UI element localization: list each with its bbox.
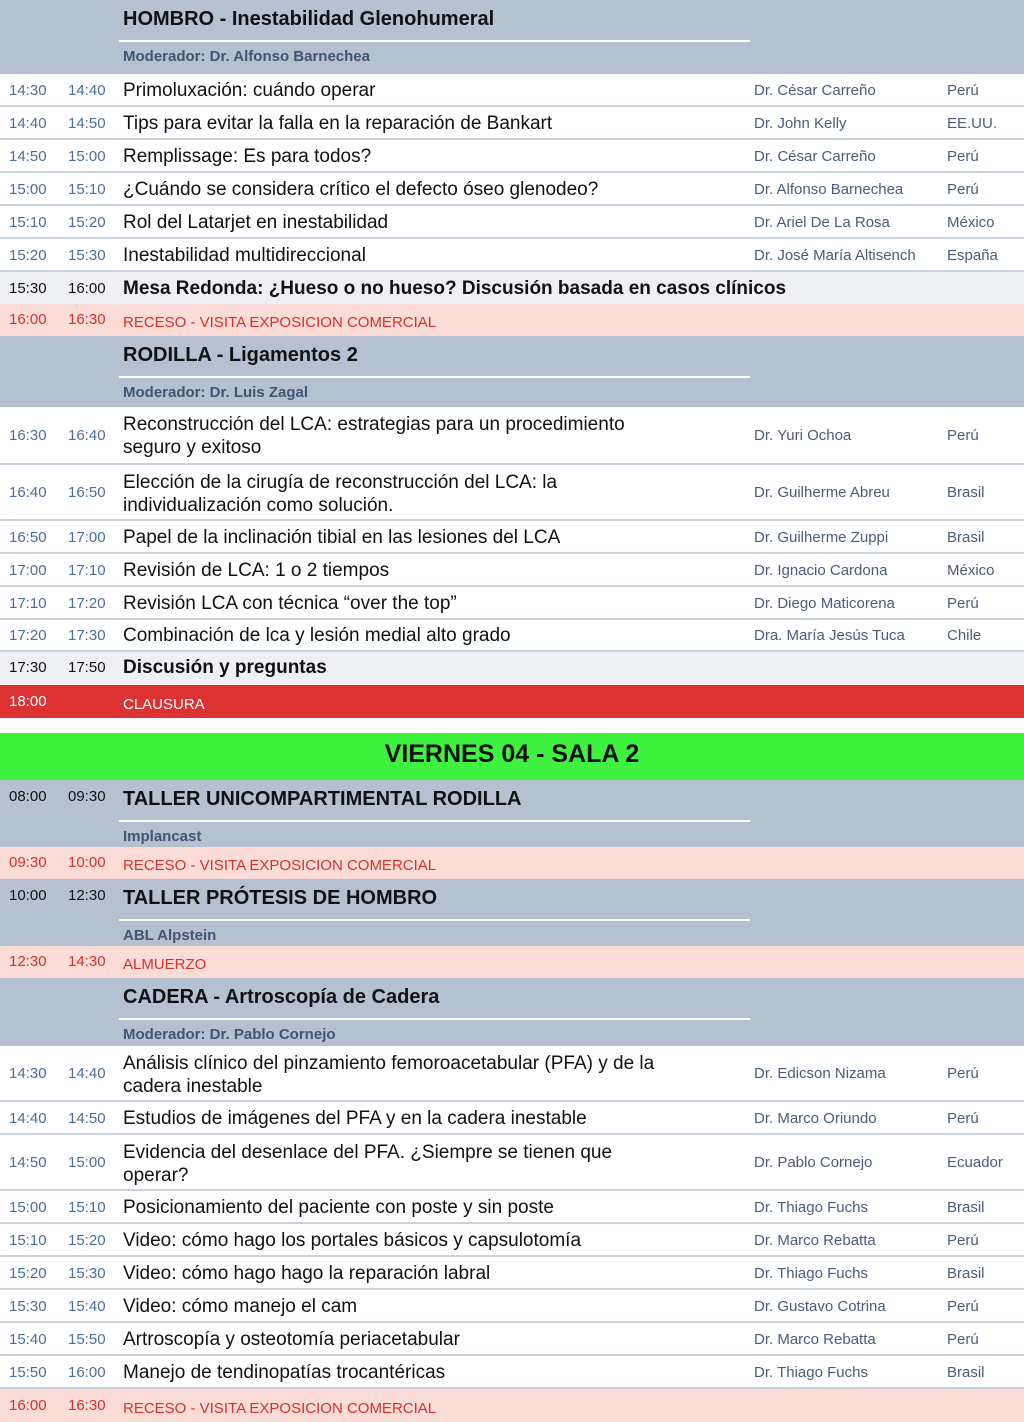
start-time: 17:20 (9, 627, 47, 644)
start-time: 16:40 (9, 484, 47, 501)
session-title: Análisis clínico del pinzamiento femoroacetabular (PFA) y de la cadera inestable (123, 1053, 655, 1097)
discussion-row (0, 652, 1024, 684)
end-time: 17:30 (68, 627, 106, 644)
start-time: 15:50 (9, 1363, 47, 1381)
end-time: 15:30 (68, 1264, 106, 1282)
talk-row (0, 521, 1024, 554)
discussion-row (0, 272, 1024, 305)
speaker-name: Dra. María Jesús Tuca (754, 627, 905, 644)
start-time: 15:20 (9, 1264, 47, 1282)
talk-row (0, 74, 1024, 107)
session-title: Evidencia del desenlace del PFA. ¿Siempre se tienen que operar? (123, 1142, 613, 1186)
start-time: 10:00 (9, 887, 47, 904)
start-time: 16:00 (9, 311, 47, 328)
start-time: 17:10 (9, 594, 47, 612)
end-time: 15:20 (68, 1231, 106, 1249)
section-header (0, 780, 1024, 847)
session-title: Manejo de tendinopatías trocantéricas (123, 1361, 446, 1383)
start-time: 17:30 (9, 659, 47, 676)
session-title: RECESO - VISITA EXPOSICION COMERCIAL (123, 857, 437, 874)
speaker-country: Brasil (947, 1198, 985, 1216)
section-title: TALLER UNICOMPARTIMENTAL RODILLA (123, 788, 522, 810)
session-title: Revisión de LCA: 1 o 2 tiempos (123, 559, 390, 581)
day-title: VIERNES 04 - SALA 2 (384, 740, 640, 768)
speaker-name: Dr. Pablo Cornejo (754, 1154, 873, 1171)
speaker-country: Brasil (947, 1264, 985, 1282)
section-title: RODILLA - Ligamentos 2 (123, 344, 358, 366)
end-time: 14:30 (68, 953, 106, 970)
end-time: 15:00 (68, 1154, 106, 1171)
start-time: 14:50 (9, 1154, 47, 1171)
end-time: 17:10 (68, 561, 106, 579)
speaker-country: Perú (947, 1231, 979, 1249)
speaker-name: Dr. Alfonso Barnechea (754, 180, 904, 198)
start-time: 15:10 (9, 1231, 47, 1249)
session-title: Artroscopía y osteotomía periacetabular (123, 1328, 460, 1350)
session-title: Posicionamiento del paciente con poste y sin poste (123, 1196, 554, 1218)
speaker-country: Chile (947, 627, 982, 644)
end-time: 16:40 (68, 427, 106, 444)
section-title: HOMBRO - Inestabilidad Glenohumeral (123, 8, 495, 30)
end-time: 17:20 (68, 594, 106, 612)
start-time: 14:30 (9, 81, 47, 99)
start-time: 15:40 (9, 1330, 47, 1348)
session-title: Combinación de lca y lesión medial alto grado (123, 625, 511, 646)
speaker-country: Perú (947, 1297, 979, 1315)
session-title: Estudios de imágenes del PFA y en la cadera inestable (123, 1107, 587, 1129)
section-header (0, 0, 1024, 74)
section-divider (119, 1018, 750, 1020)
section-divider (119, 820, 750, 822)
talk-row (0, 1323, 1024, 1356)
section-title: CADERA - Artroscopía de Cadera (123, 986, 440, 1008)
session-title: Video: cómo hago hago la reparación labral (123, 1262, 491, 1284)
break-row (0, 946, 1024, 978)
end-time: 15:50 (68, 1330, 106, 1348)
speaker-name: Dr. Gustavo Cotrina (754, 1297, 886, 1315)
day-header (0, 733, 1024, 780)
speaker-name: Dr. José María Altisench (754, 246, 916, 264)
start-time: 14:30 (9, 1065, 47, 1082)
talk-row (0, 206, 1024, 239)
end-time: 14:40 (68, 1065, 106, 1082)
start-time: 16:30 (9, 427, 47, 444)
end-time: 15:30 (68, 246, 106, 264)
speaker-country: México (947, 561, 995, 579)
session-title: ¿Cuándo se considera crítico el defecto óseo glenodeo? (123, 178, 599, 200)
start-time: 15:30 (9, 1297, 47, 1315)
start-time: 09:30 (9, 854, 47, 871)
start-time: 16:00 (9, 1396, 47, 1414)
end-time: 16:50 (68, 484, 106, 501)
session-title: Tips para evitar la falla en la reparación de Bankart (123, 112, 553, 134)
start-time: 15:10 (9, 213, 47, 231)
start-time: 14:40 (9, 114, 47, 132)
session-title: RECESO - VISITA EXPOSICION COMERCIAL (123, 314, 437, 331)
speaker-name: Dr. Ariel De La Rosa (754, 213, 890, 231)
speaker-country: Perú (947, 1109, 979, 1127)
session-title: ALMUERZO (123, 956, 207, 973)
session-title: Mesa Redonda: ¿Hueso o no hueso? Discusión basada en casos clínicos (123, 277, 787, 299)
speaker-country: Brasil (947, 484, 985, 501)
talk-row (0, 1191, 1024, 1224)
speaker-country: Perú (947, 594, 979, 612)
start-time: 15:00 (9, 1198, 47, 1216)
speaker-name: Dr. Thiago Fuchs (754, 1264, 868, 1282)
session-title: Primoluxación: cuándo operar (123, 79, 376, 101)
session-title: Discusión y preguntas (123, 657, 327, 678)
session-title: Remplissage: Es para todos? (123, 145, 372, 167)
speaker-name: Dr. Yuri Ochoa (754, 427, 852, 444)
start-time: 18:00 (9, 692, 47, 710)
talk-row (0, 1135, 1024, 1191)
session-title: RECESO - VISITA EXPOSICION COMERCIAL (123, 1399, 437, 1417)
talk-row (0, 1356, 1024, 1389)
section-moderator: Implancast (123, 828, 202, 845)
speaker-country: Perú (947, 180, 979, 198)
speaker-country: España (947, 246, 998, 264)
talk-row (0, 407, 1024, 465)
start-time: 14:40 (9, 1109, 47, 1127)
talk-row (0, 587, 1024, 620)
break-row (0, 1389, 1024, 1422)
session-title: Elección de la cirugía de reconstrucción del LCA: la individualización como solución. (123, 472, 558, 516)
end-time: 16:00 (68, 1363, 106, 1381)
end-time: 16:30 (68, 1396, 106, 1414)
start-time: 15:20 (9, 246, 47, 264)
start-time: 12:30 (9, 953, 47, 970)
section-divider (119, 376, 750, 378)
section-moderator: Moderador: Dr. Pablo Cornejo (123, 1026, 336, 1043)
speaker-country: Brasil (947, 1363, 985, 1381)
talk-row (0, 620, 1024, 652)
end-time: 15:20 (68, 213, 106, 231)
section-header (0, 879, 1024, 946)
end-time: 12:30 (68, 887, 106, 904)
speaker-name: Dr. César Carreño (754, 147, 876, 165)
break-row (0, 847, 1024, 879)
start-time: 08:00 (9, 788, 47, 805)
closing-row (0, 685, 1024, 718)
speaker-name: Dr. Marco Rebatta (754, 1231, 876, 1249)
start-time: 14:50 (9, 147, 47, 165)
speaker-name: Dr. Marco Rebatta (754, 1330, 876, 1348)
talk-row (0, 1257, 1024, 1290)
end-time: 15:10 (68, 1198, 106, 1216)
speaker-name: Dr. John Kelly (754, 114, 847, 132)
session-title: Revisión LCA con técnica “over the top” (123, 592, 457, 614)
speaker-country: Perú (947, 1065, 979, 1082)
speaker-name: Dr. Edicson Nizama (754, 1065, 886, 1082)
session-title: Inestabilidad multidireccional (123, 244, 366, 266)
speaker-name: Dr. Diego Maticorena (754, 594, 895, 612)
talk-row (0, 173, 1024, 206)
talk-row (0, 1102, 1024, 1135)
end-time: 17:50 (68, 659, 106, 676)
talk-row (0, 465, 1024, 521)
talk-row (0, 140, 1024, 173)
speaker-country: Ecuador (947, 1154, 1003, 1171)
speaker-name: Dr. Ignacio Cardona (754, 561, 888, 579)
talk-row (0, 107, 1024, 140)
end-time: 16:00 (68, 279, 106, 297)
start-time: 15:00 (9, 180, 47, 198)
start-time: 17:00 (9, 561, 47, 579)
speaker-country: Perú (947, 427, 979, 444)
speaker-country: Brasil (947, 528, 985, 546)
session-title: Rol del Latarjet en inestabilidad (123, 211, 389, 233)
speaker-name: Dr. César Carreño (754, 81, 876, 99)
speaker-country: Perú (947, 147, 979, 165)
end-time: 15:10 (68, 180, 106, 198)
section-header (0, 336, 1024, 407)
speaker-country: Perú (947, 1330, 979, 1348)
end-time: 10:00 (68, 854, 106, 871)
session-title: Reconstrucción del LCA: estrategias para un procedimiento seguro y exitoso (123, 414, 625, 458)
talk-row (0, 1224, 1024, 1257)
end-time: 17:00 (68, 528, 106, 546)
end-time: 09:30 (68, 788, 106, 805)
speaker-country: Perú (947, 81, 979, 99)
end-time: 15:40 (68, 1297, 106, 1315)
section-moderator: ABL Alpstein (123, 927, 217, 944)
session-title: CLAUSURA (123, 695, 205, 713)
speaker-name: Dr. Thiago Fuchs (754, 1363, 868, 1381)
start-time: 15:30 (9, 279, 47, 297)
talk-row (0, 239, 1024, 272)
talk-row (0, 1046, 1024, 1102)
start-time: 16:50 (9, 528, 47, 546)
speaker-country: México (947, 213, 995, 231)
end-time: 14:40 (68, 81, 106, 99)
end-time: 15:00 (68, 147, 106, 165)
speaker-name: Dr. Thiago Fuchs (754, 1198, 868, 1216)
section-divider (119, 40, 750, 42)
end-time: 16:30 (68, 311, 106, 328)
break-row (0, 304, 1024, 336)
section-divider (119, 919, 750, 921)
talk-row (0, 554, 1024, 587)
section-moderator: Moderador: Dr. Luis Zagal (123, 384, 309, 401)
end-time: 14:50 (68, 1109, 106, 1127)
speaker-name: Dr. Guilherme Abreu (754, 484, 890, 501)
section-header (0, 978, 1024, 1046)
speaker-name: Dr. Guilherme Zuppi (754, 528, 889, 546)
speaker-name: Dr. Marco Oriundo (754, 1109, 877, 1127)
session-title: Papel de la inclinación tibial en las lesiones del LCA (123, 526, 561, 548)
speaker-country: EE.UU. (947, 114, 998, 132)
talk-row (0, 1290, 1024, 1323)
end-time: 14:50 (68, 114, 106, 132)
section-moderator: Moderador: Dr. Alfonso Barnechea (123, 48, 370, 65)
session-title: Video: cómo hago los portales básicos y capsulotomía (123, 1229, 582, 1251)
section-title: TALLER PRÓTESIS DE HOMBRO (123, 887, 438, 909)
session-title: Video: cómo manejo el cam (123, 1295, 358, 1317)
